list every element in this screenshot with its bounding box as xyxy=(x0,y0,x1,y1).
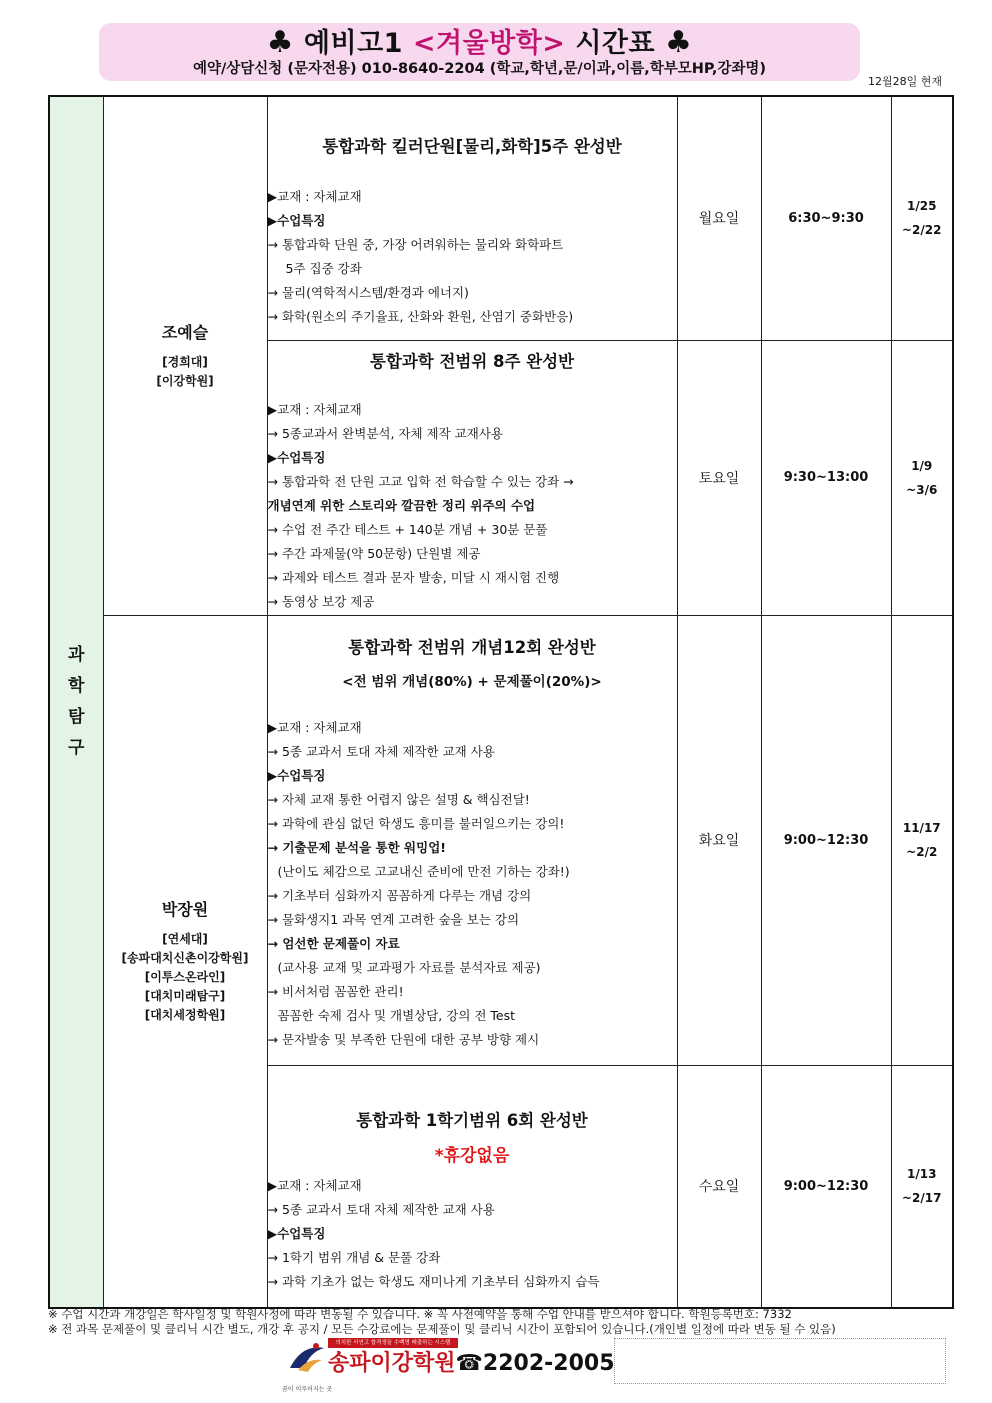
teacher-credential: [대치미래탐구] xyxy=(144,989,226,1004)
blank-box xyxy=(614,1338,946,1384)
course-period: 1/9 ~3/6 xyxy=(891,340,953,615)
course-cell xyxy=(267,615,677,1065)
course-day: 월요일 xyxy=(677,96,761,340)
club-icon: ♣ xyxy=(266,25,294,60)
course-period: 1/25 ~2/22 xyxy=(891,96,953,340)
course-details: ▶교재 : 자체교재 → 5종교과서 완벽분석, 자체 제작 교재사용 ▶수업특징 → 통합과학 전 단원 고교 입학 전 학습할 수 있는 강좌 → 개념연계 위한 스토리와 깔끔한 정리 위주의 수업 → 수업 전 주간 테스트 + 140분 개념 + 30분 문풀 → 주간 과제물(약 50문항) 단원별 제공 → 과제와 테스트 결과 문자 발송, 미달 시 재시험 진행 → 동영상 보강 제공 xyxy=(267,401,574,609)
title-accent: <겨울방학> xyxy=(412,28,566,59)
footer-note: ※ 수업 시간과 개강일은 학사일정 및 학원사정에 따라 변동될 수 있습니다. ※ 꼭 사전예약을 통해 수업 안내를 받으셔야 합니다. 학원등록번호: 7332 xyxy=(48,1307,792,1321)
teacher-credential: [대치세정학원] xyxy=(144,1008,226,1023)
course-details: ▶교재 : 자체교재 → 5종 교과서 토대 자체 제작한 교재 사용 ▶수업특징 → 1학기 범위 개념 & 문풀 강좌 → 과학 기초가 없는 학생도 재미나게 기초부터 심화까지 습득 xyxy=(267,1177,600,1289)
teacher-name: 박장원 xyxy=(161,900,209,920)
category-cell xyxy=(49,96,103,1308)
logo-motto: 꿈이 이루어지는 곳 xyxy=(282,1386,333,1393)
course-details: ▶교재 : 자체교재 ▶수업특징 → 통합과학 단원 중, 가장 어려워하는 물리와 화학파트 5주 집중 강좌 → 물리(역학적시스템/환경과 에너지) → 화학(원소의 주기율표, 산화와 환원, 산염기 중화반응) xyxy=(267,189,574,325)
course-title: 통합과학 전범위 8주 완성반 xyxy=(369,351,575,371)
teacher-credential: [이강학원] xyxy=(156,374,214,389)
academy-contact xyxy=(328,1350,615,1378)
course-title: 통합과학 킬러단원[물리,화학]5주 완성반 xyxy=(322,137,622,157)
course-details: ▶교재 : 자체교재 → 5종 교과서 토대 자체 제작한 교재 사용 ▶수업특징 → 자체 교재 통한 어렵지 않은 설명 & 핵심전달! → 과학에 관심 없던 학생도 흥미를 불러일으키는 강의! → 기출문제 분석을 통한 워밍업! (난이도 체감으로 고교내신 준비에 만전 기하는 강좌!) → 기초부터 심화까지 꼼꼼하게 다루는 개념 강의 → 물화생지1 과목 연계 고려한 숲을 보는 강의 → 엄선한 문제풀이 자료 (교사용 교재 및 교과평가 자료를 분석자료 제공) → 비서처럼 꼼꼼한 관리! 꼼꼼한 숙제 검사 및 개별상담, 강의 전 Test → 문자발송 및 부족한 단원에 대한 공부 방향 제시 xyxy=(267,720,570,1047)
teacher-cell xyxy=(103,96,267,615)
teacher-name: 조예슬 xyxy=(161,323,209,343)
course-day: 화요일 xyxy=(677,615,761,1065)
contact-info: 예약/상담신청 (문자전용) 010-8640-2204 (학교,학년,문/이과,이름,학부모HP,강좌명) xyxy=(192,61,767,77)
academy-phone: 2202-2005 xyxy=(482,1351,615,1376)
course-time: 6:30~9:30 xyxy=(761,96,891,340)
teacher-credential: [송파대치신촌이강학원] xyxy=(121,951,249,966)
course-note: *휴강없음 xyxy=(434,1145,510,1166)
course-period: 1/13 ~2/17 xyxy=(891,1065,953,1308)
phone-icon: ☎ xyxy=(455,1351,483,1376)
schedule-table xyxy=(48,95,954,1309)
course-period: 11/17 ~2/2 xyxy=(891,615,953,1065)
course-day: 수요일 xyxy=(677,1065,761,1308)
title-suffix: 시간표 xyxy=(575,28,656,59)
course-cell xyxy=(267,1065,677,1308)
course-cell xyxy=(267,340,677,615)
title-prefix: 예비고1 xyxy=(303,28,403,59)
logo-tagline: 의치한 서연고 합격생을 수백명 배출하는 시스템 xyxy=(328,1338,458,1348)
academy-emblem-icon xyxy=(284,1338,330,1382)
academy-name: 송파이강학원 xyxy=(328,1351,456,1376)
course-cell xyxy=(267,96,677,340)
page-title xyxy=(99,27,860,60)
course-time: 9:00~12:30 xyxy=(761,1065,891,1308)
teacher-credential: [연세대] xyxy=(162,932,208,947)
course-title: 통합과학 1학기범위 6회 완성반 xyxy=(356,1110,588,1130)
title-banner xyxy=(99,23,860,81)
category-label: 과 학 탐 구 xyxy=(68,645,85,758)
course-title: 통합과학 전범위 개념12회 완성반 xyxy=(348,638,596,657)
course-time: 9:30~13:00 xyxy=(761,340,891,615)
teacher-credential: [이투스온라인] xyxy=(144,970,226,985)
footer-note: ※ 전 과목 문제풀이 및 클리닉 시간 별도, 개강 후 공지 / 모든 수강료에는 문제풀이 및 클리닉 시간이 포함되어 있습니다.(개인별 일정에 따라 변동 될 수 있음) xyxy=(48,1322,836,1336)
club-icon: ♣ xyxy=(665,25,693,60)
teacher-credential: [경희대] xyxy=(162,355,208,370)
teacher-cell xyxy=(103,615,267,1308)
course-time: 9:00~12:30 xyxy=(761,615,891,1065)
course-subtitle: <전 범위 개념(80%) + 문제풀이(20%)> xyxy=(342,674,602,690)
course-day: 토요일 xyxy=(677,340,761,615)
as-of-date: 12월28일 현재 xyxy=(868,75,942,88)
